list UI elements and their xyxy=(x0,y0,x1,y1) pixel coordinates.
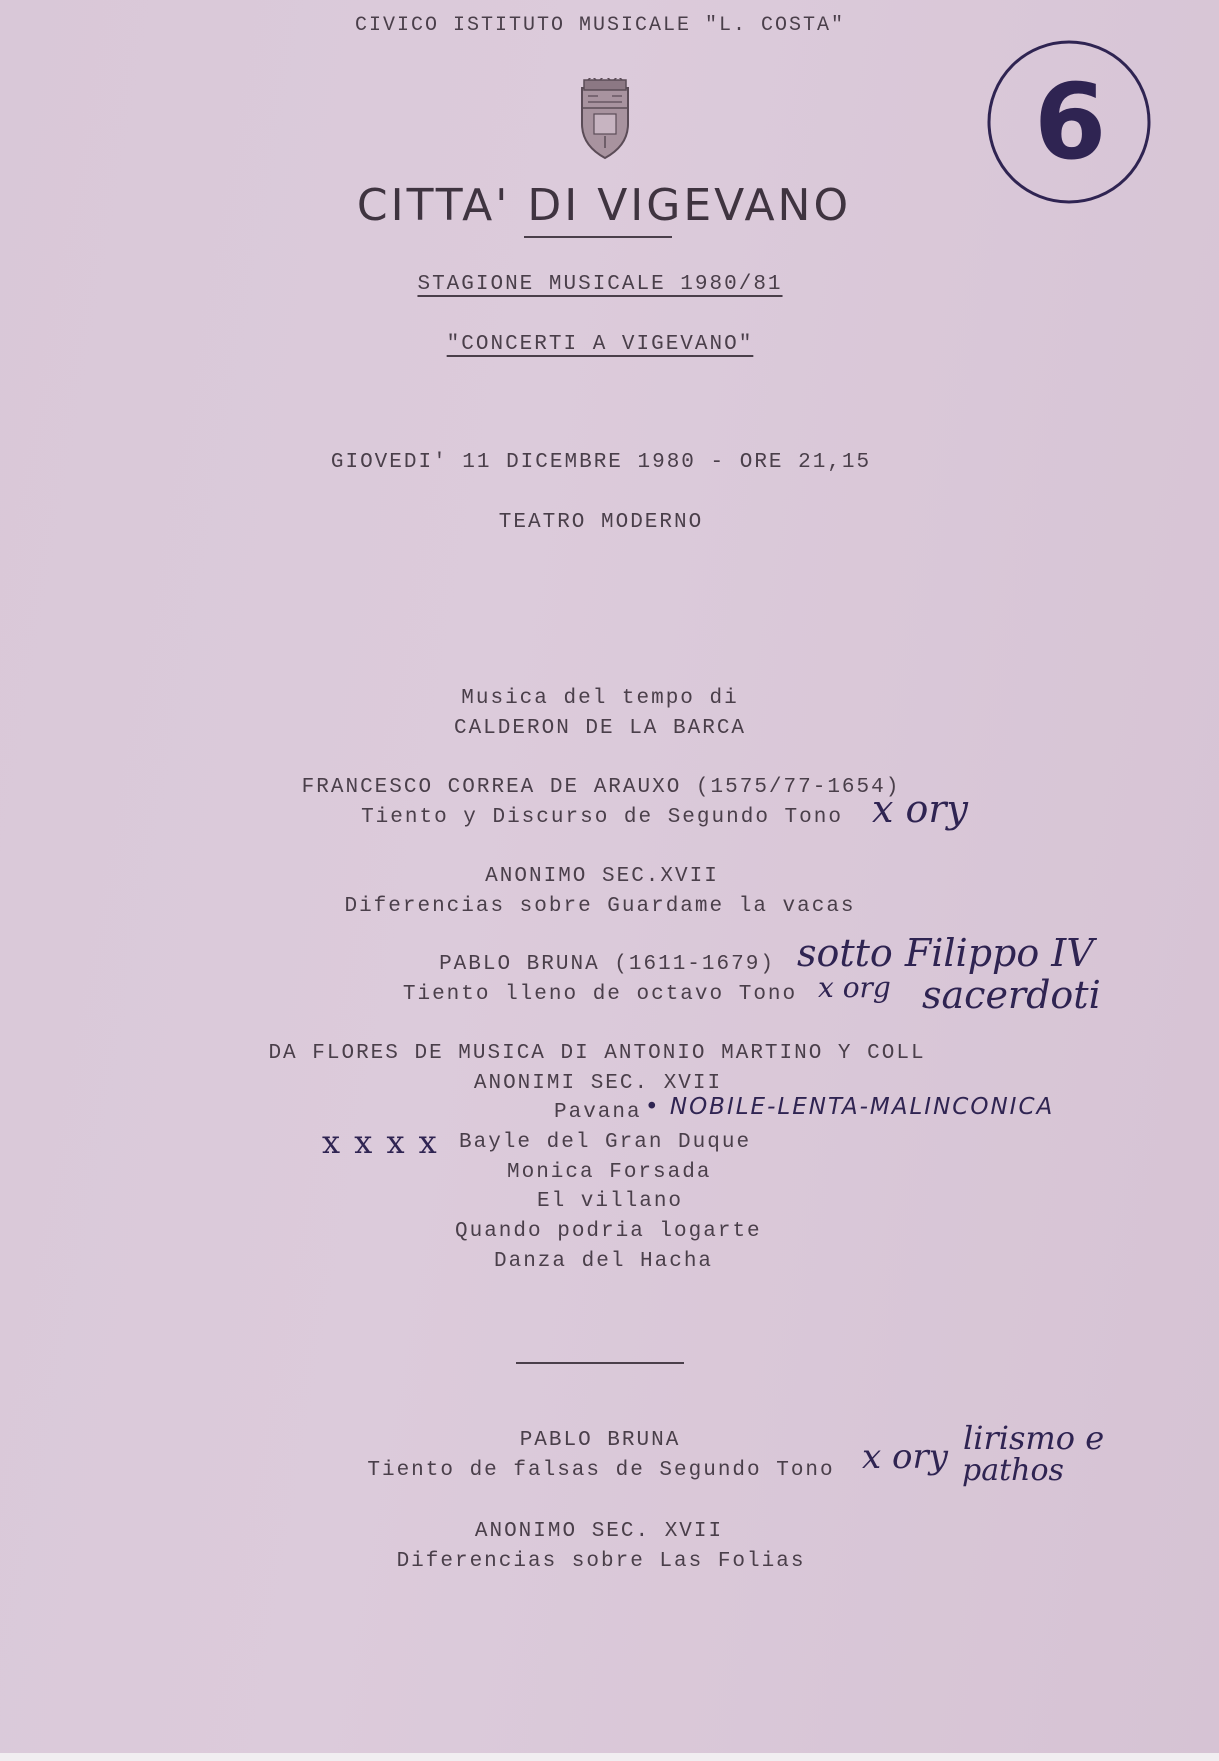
program-work: Diferencias sobre Las Folias xyxy=(396,1550,806,1573)
program-work: Tiento y Discurso de Segundo Tono xyxy=(361,806,843,829)
city-crest-icon xyxy=(574,78,636,160)
section-divider xyxy=(516,1362,684,1364)
flores-item: El villano xyxy=(537,1190,684,1213)
flores-item: Quando podria logarte xyxy=(455,1220,762,1243)
title-underline xyxy=(524,236,672,238)
handwritten-note: x ory xyxy=(862,1437,948,1477)
handwritten-note: x ory xyxy=(872,787,969,831)
program-composer: PABLO BRUNA xyxy=(519,1429,681,1452)
flores-subheading: ANONIMI SEC. XVII xyxy=(473,1072,723,1095)
program-composer: ANONIMO SEC.XVII xyxy=(485,865,719,888)
flores-item: Monica Forsada xyxy=(507,1161,712,1184)
program-work: Tiento lleno de octavo Tono xyxy=(402,983,798,1006)
intro-line-2: CALDERON DE LA BARCA xyxy=(453,717,747,740)
flores-heading: DA FLORES DE MUSICA DI ANTONIO MARTINO Y COLL xyxy=(268,1042,926,1065)
program-work: Diferencias sobre Guardame la vacas xyxy=(344,895,856,918)
handwritten-number: 6 xyxy=(1034,61,1107,183)
event-venue: TEATRO MODERNO xyxy=(498,511,704,534)
season-label: STAGIONE MUSICALE 1980/81 xyxy=(417,273,783,296)
event-datetime: GIOVEDI' 11 DICEMBRE 1980 - ORE 21,15 xyxy=(330,451,872,474)
handwritten-note: • NOBILE-LENTA-MALINCONICA xyxy=(645,1094,1055,1120)
handwritten-note: sotto Filippo IV xyxy=(797,931,1094,975)
institute-name: CIVICO ISTITUTO MUSICALE "L. COSTA" xyxy=(354,14,846,37)
series-label: "CONCERTI A VIGEVANO" xyxy=(446,333,754,356)
handwritten-note: x org xyxy=(818,971,891,1004)
paper-edge xyxy=(0,1753,1219,1761)
intro-line-1: Musica del tempo di xyxy=(461,687,739,710)
program-composer: PABLO BRUNA (1611-1679) xyxy=(439,953,775,976)
program-composer: FRANCESCO CORREA DE ARAUXO (1575/77-1654) xyxy=(301,776,901,799)
handwritten-note: pathos xyxy=(962,1453,1064,1488)
city-title: CITTA' DI VIGEVANO xyxy=(356,180,852,231)
program-work: Tiento de falsas de Segundo Tono xyxy=(367,1459,835,1482)
handwritten-marks: x x x x xyxy=(322,1123,439,1161)
program-composer: ANONIMO SEC. XVII xyxy=(474,1520,724,1543)
flores-item: Pavana xyxy=(554,1101,642,1124)
flores-item: Danza del Hacha xyxy=(494,1250,714,1273)
handwritten-note: lirismo e xyxy=(963,1419,1105,1457)
flores-item: Bayle del Gran Duque xyxy=(459,1131,752,1154)
handwritten-note: sacerdoti xyxy=(922,973,1101,1017)
